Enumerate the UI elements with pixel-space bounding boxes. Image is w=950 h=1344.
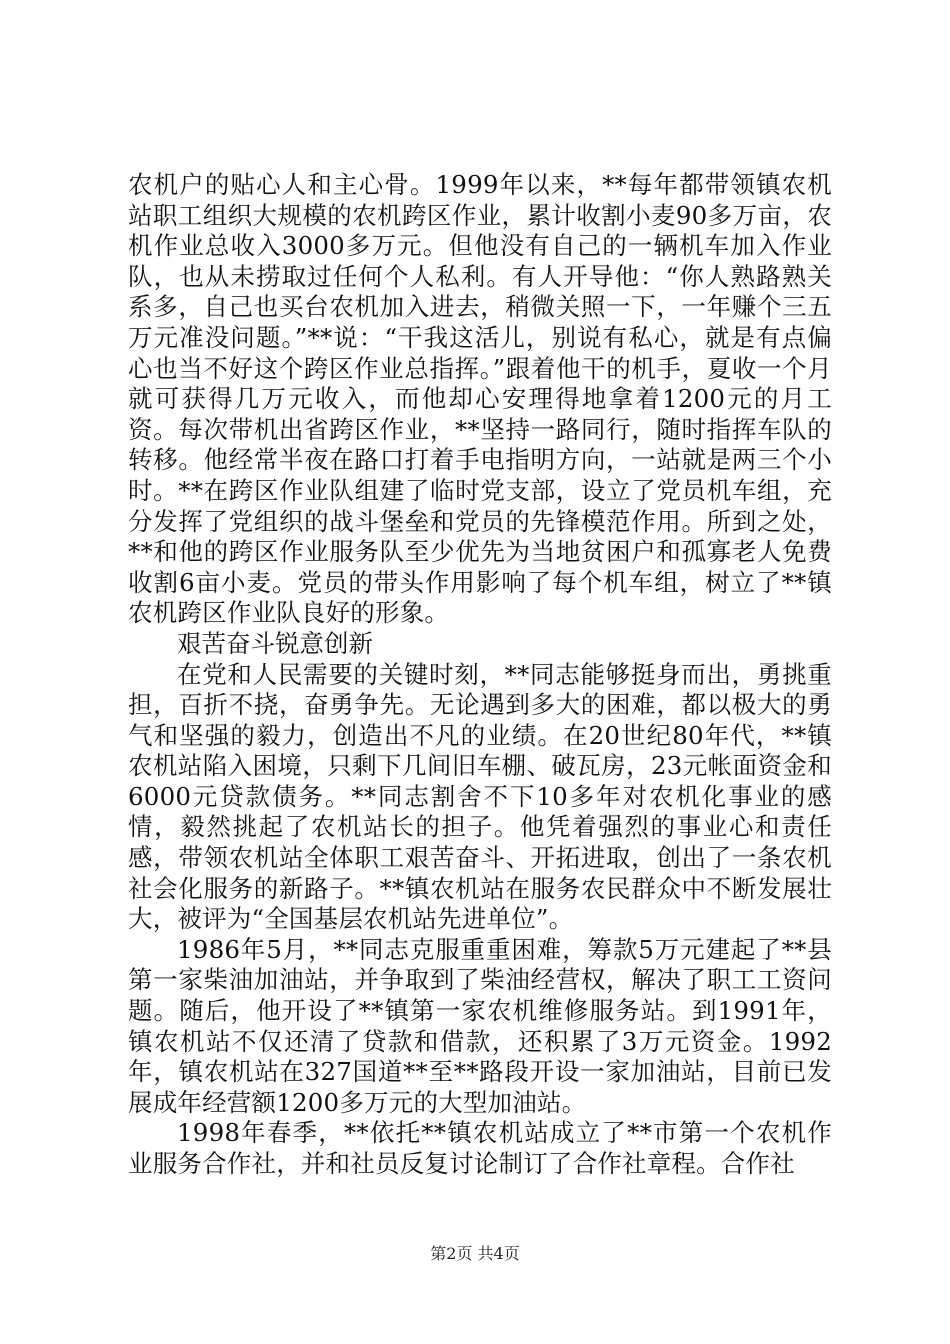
page-number-footer: 第2页 共4页: [430, 1244, 520, 1263]
paragraph-continuation: 农机户的贴心人和主心骨。1999年以来，**每年都带领镇农机站职工组织大规模的农机跨区作业，累计收割小麦90多万亩，农机作业总收入3000多万元。但他没有自己的一辆机车加入作业队，也从未捞取过任何个人私利。有人开导他：“你人熟路熟关系多，自己也买台农机加入进去，稍微关照一下，一年赚个三五万元准没问题。”**说：“干我这活儿，别说有私心，就是有点偏心也当不好这个跨区作业总指挥。”跟着他干的机手，夏收一个月就可获得几万元收入，而他却心安理得地拿着1200元的月工资。每次带机出省跨区作业，**坚持一路同行，随时指挥车队的转移。他经常半夜在路口打着手电指明方向，一站就是两三个小时。**在跨区作业队组建了临时党支部，设立了党员机车组，充分发挥了党组织的战斗堡垒和党员的先锋模范作用。所到之处，**和他的跨区作业服务队至少优先为当地贫困户和孤寡老人免费收割6亩小麦。党员的带头作用影响了每个机车组，树立了**镇农机跨区作业队良好的形象。: [128, 170, 832, 628]
paragraph: 1998年春季，**依托**镇农机站成立了**市第一个农机作业服务合作社，并和社员反复讨论制订了合作社章程。合作社: [128, 1118, 832, 1178]
section-heading: 艰苦奋斗锐意创新: [177, 628, 373, 658]
document-body: [128, 170, 832, 1180]
paragraph: 1986年5月，**同志克服重重困难，筹款5万元建起了**县第一家柴油加油站，并争取到了柴油经营权，解决了职工工资问题。随后，他开设了**镇第一家农机维修服务站。到1991年，镇农机站不仅还清了贷款和借款，还积累了3万元资金。1992年，镇农机站在327国道**至**路段开设一家加油站，目前已发展成年经营额1200多万元的大型加油站。: [128, 934, 832, 1117]
paragraph: 在党和人民需要的关键时刻，**同志能够挺身而出，勇挑重担，百折不挠，奋勇争先。无论遇到多大的困难，都以极大的勇气和坚强的毅力，创造出不凡的业绩。在20世纪80年代，**镇农机站陷入困境，只剩下几间旧车棚、破瓦房，23元帐面资金和6000元贷款债务。**同志割舍不下10多年对农机化事业的感情，毅然挑起了农机站长的担子。他凭着强烈的事业心和责任感，带领农机站全体职工艰苦奋斗、开拓进取，创出了一条农机社会化服务的新路子。**镇农机站在服务农民群众中不断发展壮大，被评为“全国基层农机站先进单位”。: [128, 659, 832, 934]
